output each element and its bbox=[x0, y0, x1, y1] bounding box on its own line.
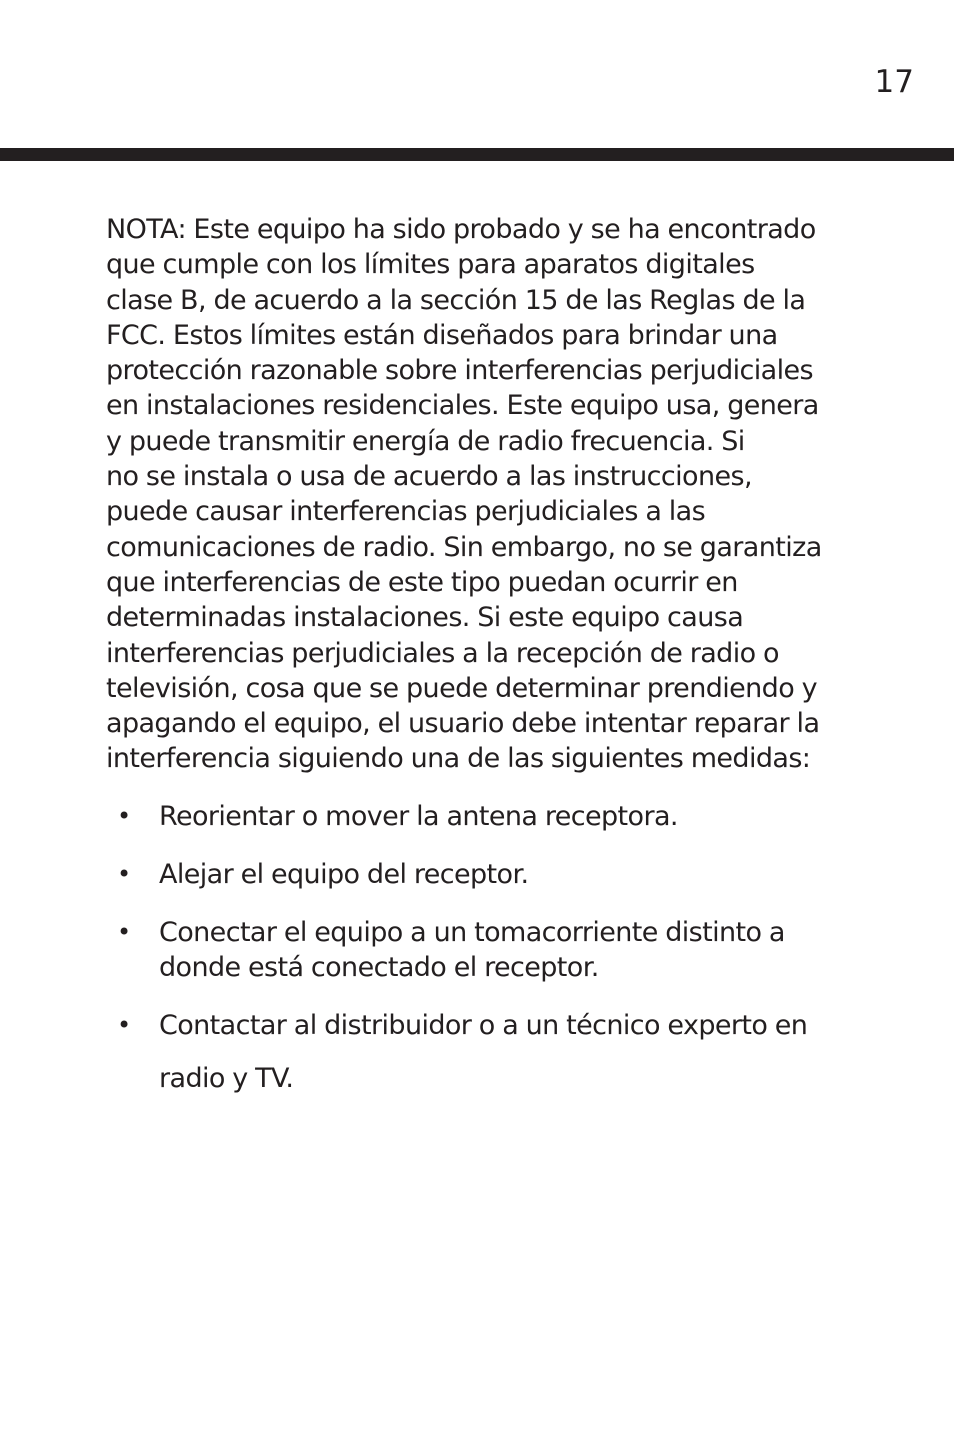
list-item bbox=[106, 857, 854, 892]
note-line: interferencia siguiendo una de las siguientes medidas: bbox=[106, 743, 811, 775]
note-line: puede causar interferencias perjudiciales a las bbox=[106, 496, 706, 528]
list-item-text: Reorientar o mover la antena receptora. bbox=[159, 801, 678, 832]
note-line: interferencias perjudiciales a la recepción de radio o bbox=[106, 637, 779, 669]
list-item-text: Conectar el equipo a un tomacorriente distinto a bbox=[159, 916, 785, 948]
list-item bbox=[106, 799, 854, 834]
note-line: en instalaciones residenciales. Este equipo usa, genera bbox=[106, 390, 819, 422]
note-line: clase B, de acuerdo a la sección 15 de las Reglas de la bbox=[106, 284, 806, 316]
note-line: televisión, cosa que se puede determinar prendiendo y bbox=[106, 672, 817, 704]
list-item-text: Alejar el equipo del receptor. bbox=[159, 858, 529, 890]
note-line: FCC. Estos límites están diseñados para brindar una bbox=[106, 319, 778, 351]
bullet-icon: • bbox=[117, 1010, 131, 1039]
note-line: determinadas instalaciones. Si este equipo causa bbox=[106, 602, 744, 634]
note-line: y puede transmitir energía de radio frecuencia. Si bbox=[106, 425, 745, 457]
list-item-text: Contactar al distribuidor o a un técnico experto en bbox=[159, 1009, 808, 1041]
note-line: no se instala o usa de acuerdo a las instrucciones, bbox=[106, 461, 752, 493]
list-item bbox=[106, 1008, 854, 1097]
note-line: que interferencias de este tipo puedan ocurrir en bbox=[106, 566, 738, 598]
fcc-note-paragraph bbox=[106, 212, 854, 777]
measures-list bbox=[106, 799, 854, 1096]
list-item-text: donde está conectado el receptor. bbox=[159, 951, 599, 983]
page-number: 17 bbox=[874, 64, 914, 100]
bullet-icon: • bbox=[117, 917, 131, 946]
header-rule bbox=[0, 148, 954, 161]
list-item-text: radio y TV. bbox=[159, 1062, 294, 1094]
note-line: NOTA: Este equipo ha sido probado y se ha encontrado bbox=[106, 214, 816, 245]
bullet-icon: • bbox=[117, 859, 131, 888]
list-item bbox=[106, 915, 854, 986]
note-line: apagando el equipo, el usuario debe intentar reparar la bbox=[106, 708, 820, 740]
note-line: protección razonable sobre interferencias perjudiciales bbox=[106, 355, 813, 387]
bullet-icon: • bbox=[117, 802, 131, 830]
note-line: comunicaciones de radio. Sin embargo, no se garantiza bbox=[106, 531, 822, 563]
note-line: que cumple con los límites para aparatos digitales bbox=[106, 249, 755, 281]
